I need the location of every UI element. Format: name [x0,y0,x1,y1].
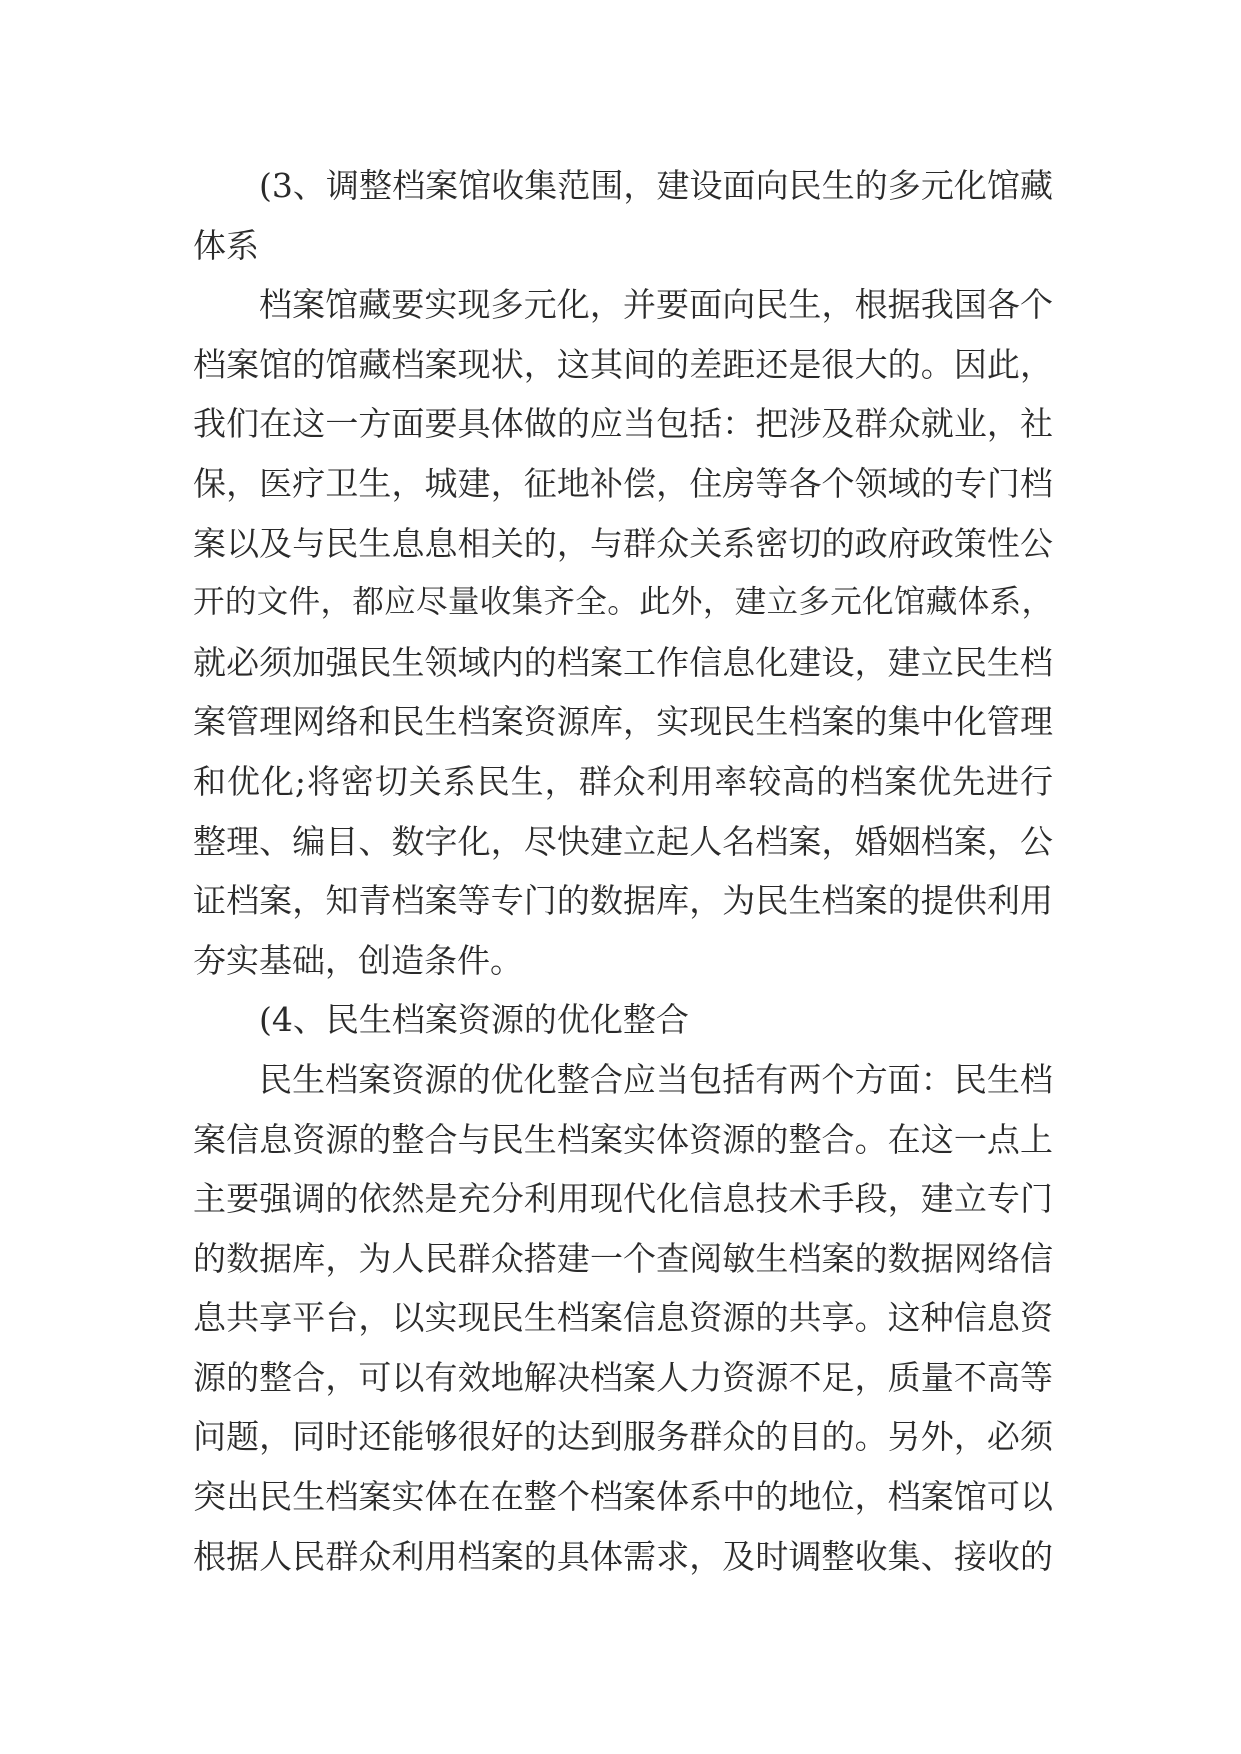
document-body [193,156,1053,1586]
paragraph-line: 息共享平台，以实现民生档案信息资源的共享。这种信息资 [193,1298,1053,1338]
paragraph-line: 案以及与民生息息相关的，与群众关系密切的政府政策性公 [193,523,1053,563]
section-heading-3: (3、调整档案馆收集范围，建设面向民生的多元化馆藏 [259,166,1053,205]
paragraph-line: 主要强调的依然是充分利用现代化信息技术手段，建立专门 [193,1179,1053,1219]
paragraph-line: 整理、编目、数字化，尽快建立起人名档案，婚姻档案，公 [193,821,1053,861]
paragraph-line: 民生档案资源的优化整合应当包括有两个方面：民生档 [259,1059,1053,1099]
paragraph-line: 突出民生档案实体在在整个档案体系中的地位，档案馆可以 [193,1477,1053,1517]
paragraph-line: 开的文件，都应尽量收集齐全。此外，建立多元化馆藏体系， [193,584,1053,621]
paragraph-line: 证档案，知青档案等专门的数据库，为民生档案的提供利用 [193,881,1053,921]
paragraph-line: 档案馆的馆藏档案现状，这其间的差距还是很大的。因此， [193,344,1053,384]
paragraph-line: 的数据库，为人民群众搭建一个查阅敏生档案的数据网络信 [193,1238,1053,1278]
paragraph-line: 档案馆藏要实现多元化，并要面向民生，根据我国各个 [259,285,1053,325]
paragraph-line: 就必须加强民生领域内的档案工作信息化建设，建立民生档 [193,642,1053,682]
paragraph-line: 保，医疗卫生，城建，征地补偿，住房等各个领域的专门档 [193,463,1053,503]
section-heading-4: (4、民生档案资源的优化整合 [259,1000,689,1040]
paragraph-line: 我们在这一方面要具体做的应当包括：把涉及群众就业，社 [193,404,1053,444]
paragraph-line: 根据人民群众利用档案的具体需求，及时调整收集、接收的 [193,1536,1053,1576]
paragraph-line: 案管理网络和民生档案资源库，实现民生档案的集中化管理 [193,702,1053,742]
paragraph-line: 夯实基础，创造条件。 [193,940,523,980]
paragraph-line: 源的整合，可以有效地解决档案人力资源不足，质量不高等 [193,1357,1053,1397]
section-heading-3-continued: 体系 [193,225,259,265]
paragraph-line: 问题，同时还能够很好的达到服务群众的目的。另外，必须 [193,1417,1053,1457]
paragraph-line: 案信息资源的整合与民生档案实体资源的整合。在这一点上 [193,1119,1053,1159]
paragraph-line: 和优化;将密切关系民生，群众利用率较高的档案优先进行 [193,761,1053,801]
